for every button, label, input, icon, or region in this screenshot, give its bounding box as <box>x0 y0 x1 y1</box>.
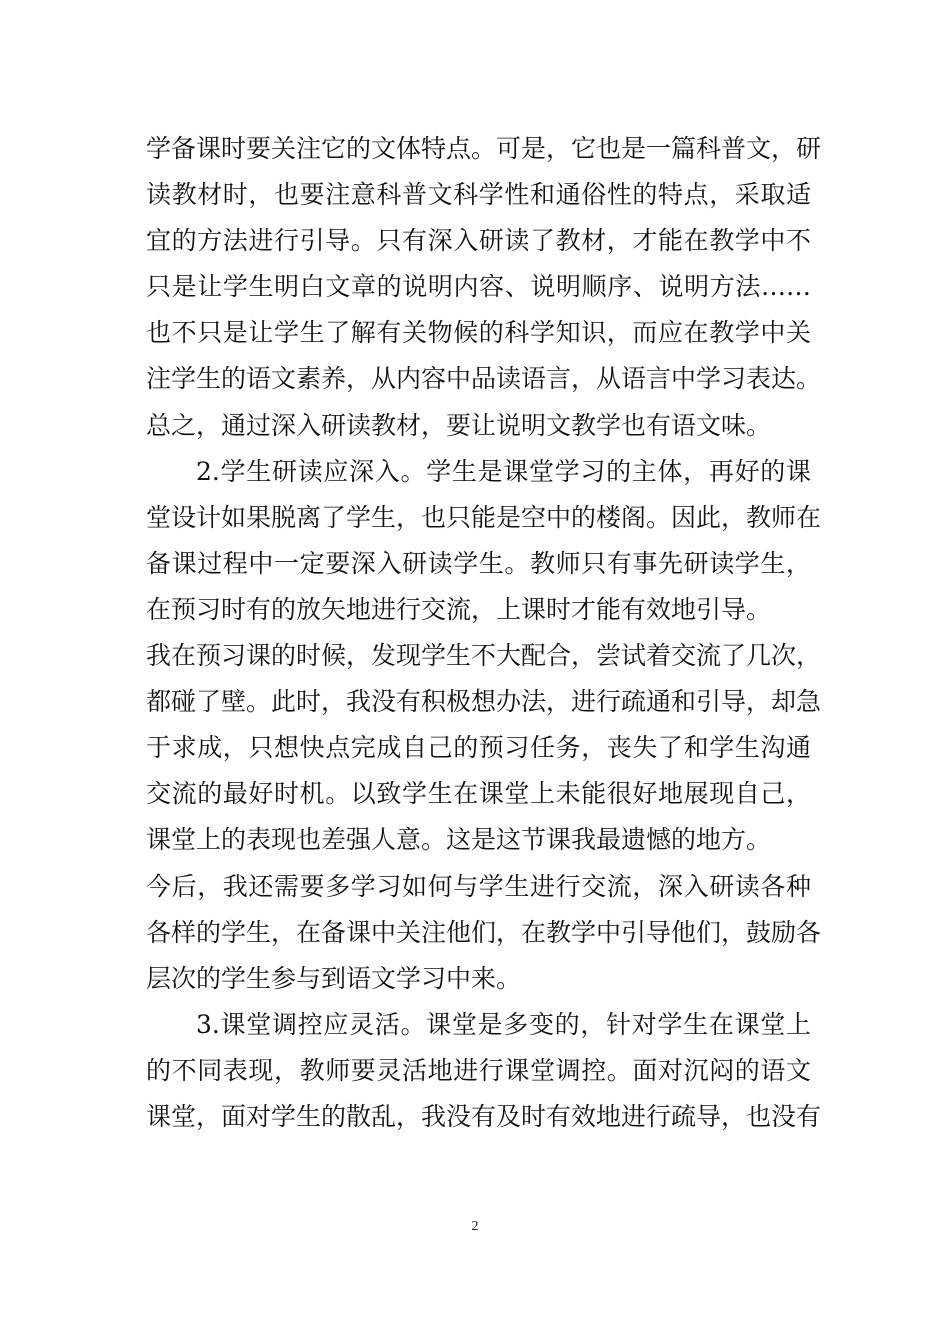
text-line: 交流的最好时机。以致学生在课堂上未能很好地展现自己， <box>146 779 811 809</box>
text-line: 只是让学生明白文章的说明内容、说明顺序、说明方法…… <box>146 272 811 302</box>
text-line: 层次的学生参与到语文学习中来。 <box>146 963 522 993</box>
section-heading-line: 2.学生研读应深入。学生是课堂学习的主体，再好的课 <box>196 456 811 486</box>
text-line: 也不只是让学生了解有关物候的科学知识，而应在教学中关 <box>146 318 811 348</box>
text-line: 我在预习课的时候，发现学生不大配合，尝试着交流了几次， <box>146 641 822 671</box>
text-line: 学备课时要关注它的文体特点。可是，它也是一篇科普文，研 <box>146 134 822 163</box>
text-line: 课堂，面对学生的散乱，我没有及时有效地进行疏导，也没有 <box>146 1101 822 1131</box>
text-line: 读教材时，也要注意科普文科学性和通俗性的特点，采取适 <box>146 180 811 210</box>
text-line: 都碰了壁。此时，我没有积极想办法，进行疏通和引导，却急 <box>146 687 822 717</box>
text-line: 各样的学生，在备课中关注他们，在教学中引导他们，鼓励各 <box>146 917 822 947</box>
text-line: 今后，我还需要多学习如何与学生进行交流，深入研读各种 <box>146 871 811 901</box>
text-line: 在预习时有的放矢地进行交流，上课时才能有效地引导。 <box>146 594 772 624</box>
page-number: 2 <box>471 1219 479 1234</box>
text-line: 总之，通过深入研读教材，要让说明文教学也有语文味。 <box>146 410 772 440</box>
text-line: 备课过程中一定要深入研读学生。教师只有事先研读学生， <box>146 548 811 578</box>
text-line: 宜的方法进行引导。只有深入研读了教材，才能在教学中不 <box>146 226 811 256</box>
text-line: 的不同表现，教师要灵活地进行课堂调控。面对沉闷的语文 <box>146 1055 811 1085</box>
text-line: 于求成，只想快点完成自己的预习任务，丧失了和学生沟通 <box>146 733 811 763</box>
body-text <box>146 126 822 1140</box>
text-line: 堂设计如果脱离了学生，也只能是空中的楼阁。因此，教师在 <box>146 502 822 532</box>
text-line: 注学生的语文素养，从内容中品读语言，从语言中学习表达。 <box>146 364 822 394</box>
text-line: 课堂上的表现也差强人意。这是这节课我最遗憾的地方。 <box>146 825 772 855</box>
section-heading-line: 3.课堂调控应灵活。课堂是多变的，针对学生在课堂上 <box>196 1009 811 1039</box>
